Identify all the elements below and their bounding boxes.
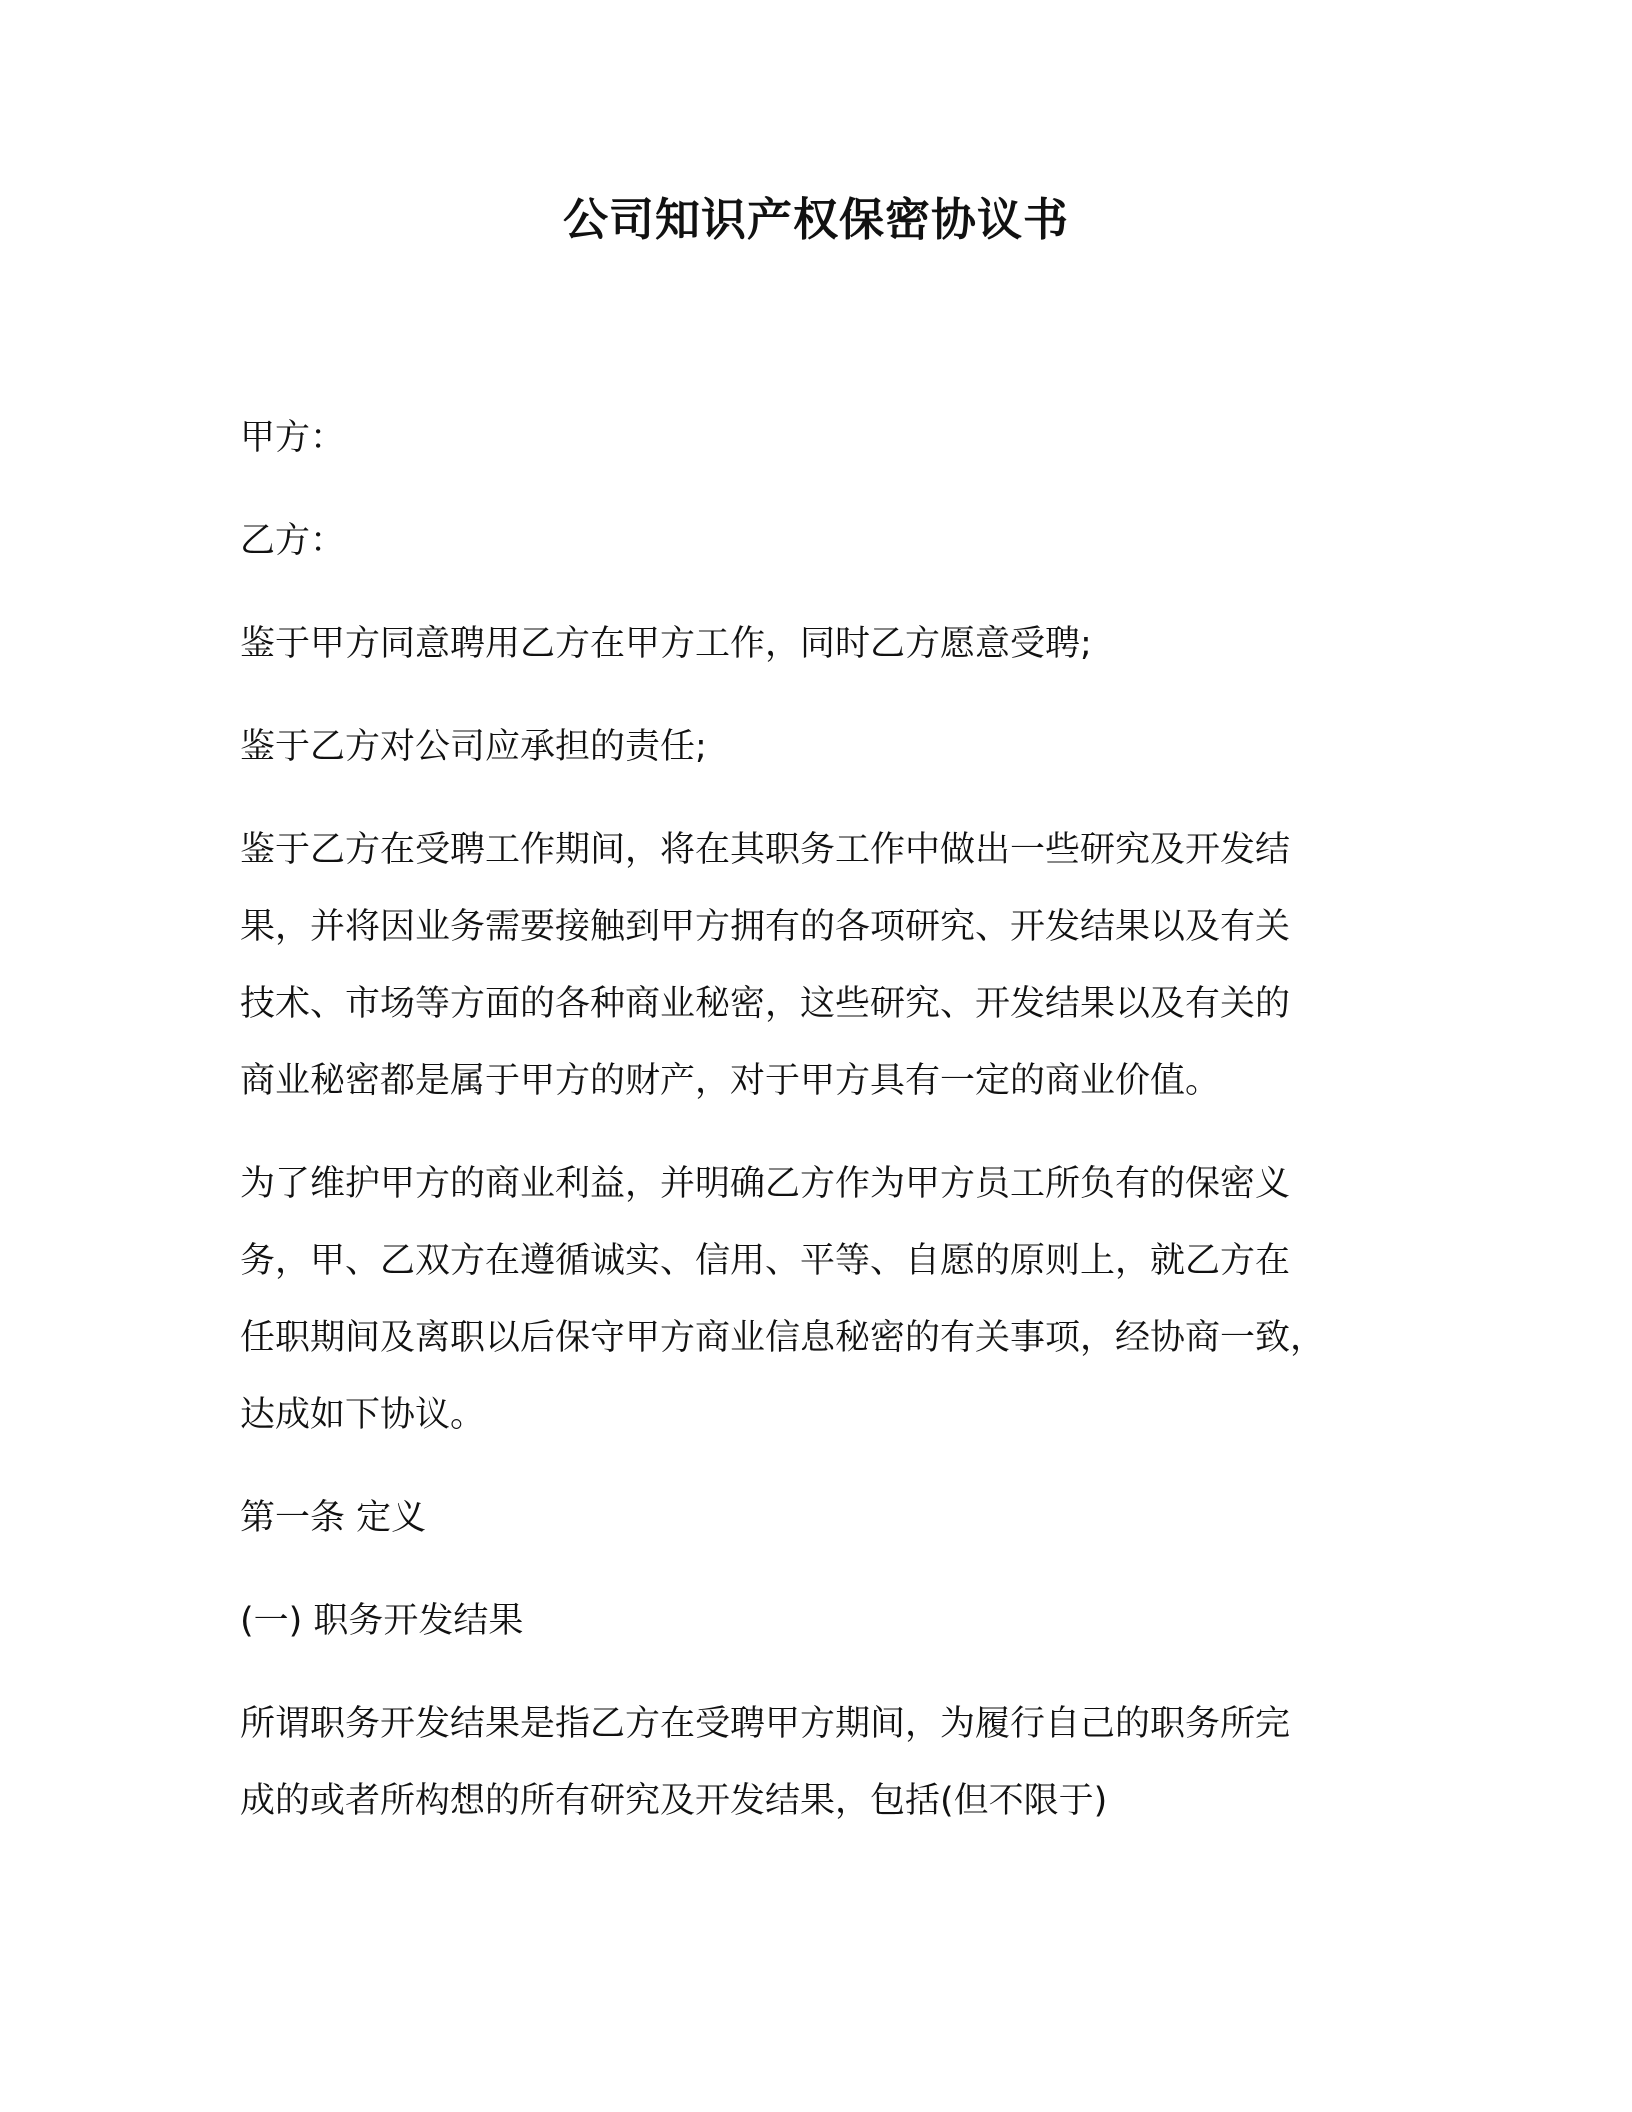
paragraph-line: 鉴于乙方对公司应承担的责任;: [240, 727, 707, 767]
paragraph-line: 鉴于甲方同意聘用乙方在甲方工作，同时乙方愿意受聘;: [240, 624, 1092, 664]
agreement-purpose-paragraph: [240, 1146, 1380, 1454]
whereas-employment-paragraph: [240, 606, 1380, 683]
paragraph-line: 所谓职务开发结果是指乙方在受聘甲方期间，为履行自己的职务所完: [240, 1704, 1291, 1744]
paragraph-line: 达成如下协议。: [240, 1395, 486, 1435]
paragraph-line: 商业秘密都是属于甲方的财产，对于甲方具有一定的商业价值。: [240, 1061, 1221, 1101]
paragraph-line: 为了维护甲方的商业利益，并明确乙方作为甲方员工所负有的保密义: [240, 1164, 1291, 1204]
document-body: [240, 400, 1380, 1866]
document-title: 公司知识产权保密协议书: [562, 193, 1069, 246]
whereas-responsibility-paragraph: [240, 709, 1380, 786]
paragraph-line: 成的或者所构想的所有研究及开发结果，包括(但不限于): [240, 1781, 1108, 1821]
party-b-paragraph: [240, 503, 1380, 580]
paragraph-line: 鉴于乙方在受聘工作期间，将在其职务工作中做出一些研究及开发结: [240, 830, 1291, 870]
paragraph-line: 技术、市场等方面的各种商业秘密，这些研究、开发结果以及有关的: [240, 984, 1291, 1024]
party-a-paragraph: [240, 400, 1380, 477]
definition-paragraph: [240, 1686, 1380, 1840]
paragraph-line: 甲方：: [240, 418, 346, 458]
paragraph-line: 务，甲、乙双方在遵循诚实、信用、平等、自愿的原则上，就乙方在: [240, 1241, 1291, 1281]
paragraph-line: 任职期间及离职以后保守甲方商业信息秘密的有关事项，经协商一致，: [240, 1318, 1326, 1358]
paragraph-line: 果，并将因业务需要接触到甲方拥有的各项研究、开发结果以及有关: [240, 907, 1291, 947]
article-one-heading: [240, 1480, 1380, 1557]
paragraph-line: 乙方：: [240, 521, 346, 561]
paragraph-line: (一) 职务开发结果: [240, 1601, 524, 1641]
whereas-research-paragraph: [240, 812, 1380, 1120]
section-one-heading: [240, 1583, 1380, 1660]
paragraph-line: 第一条 定义: [240, 1498, 427, 1538]
